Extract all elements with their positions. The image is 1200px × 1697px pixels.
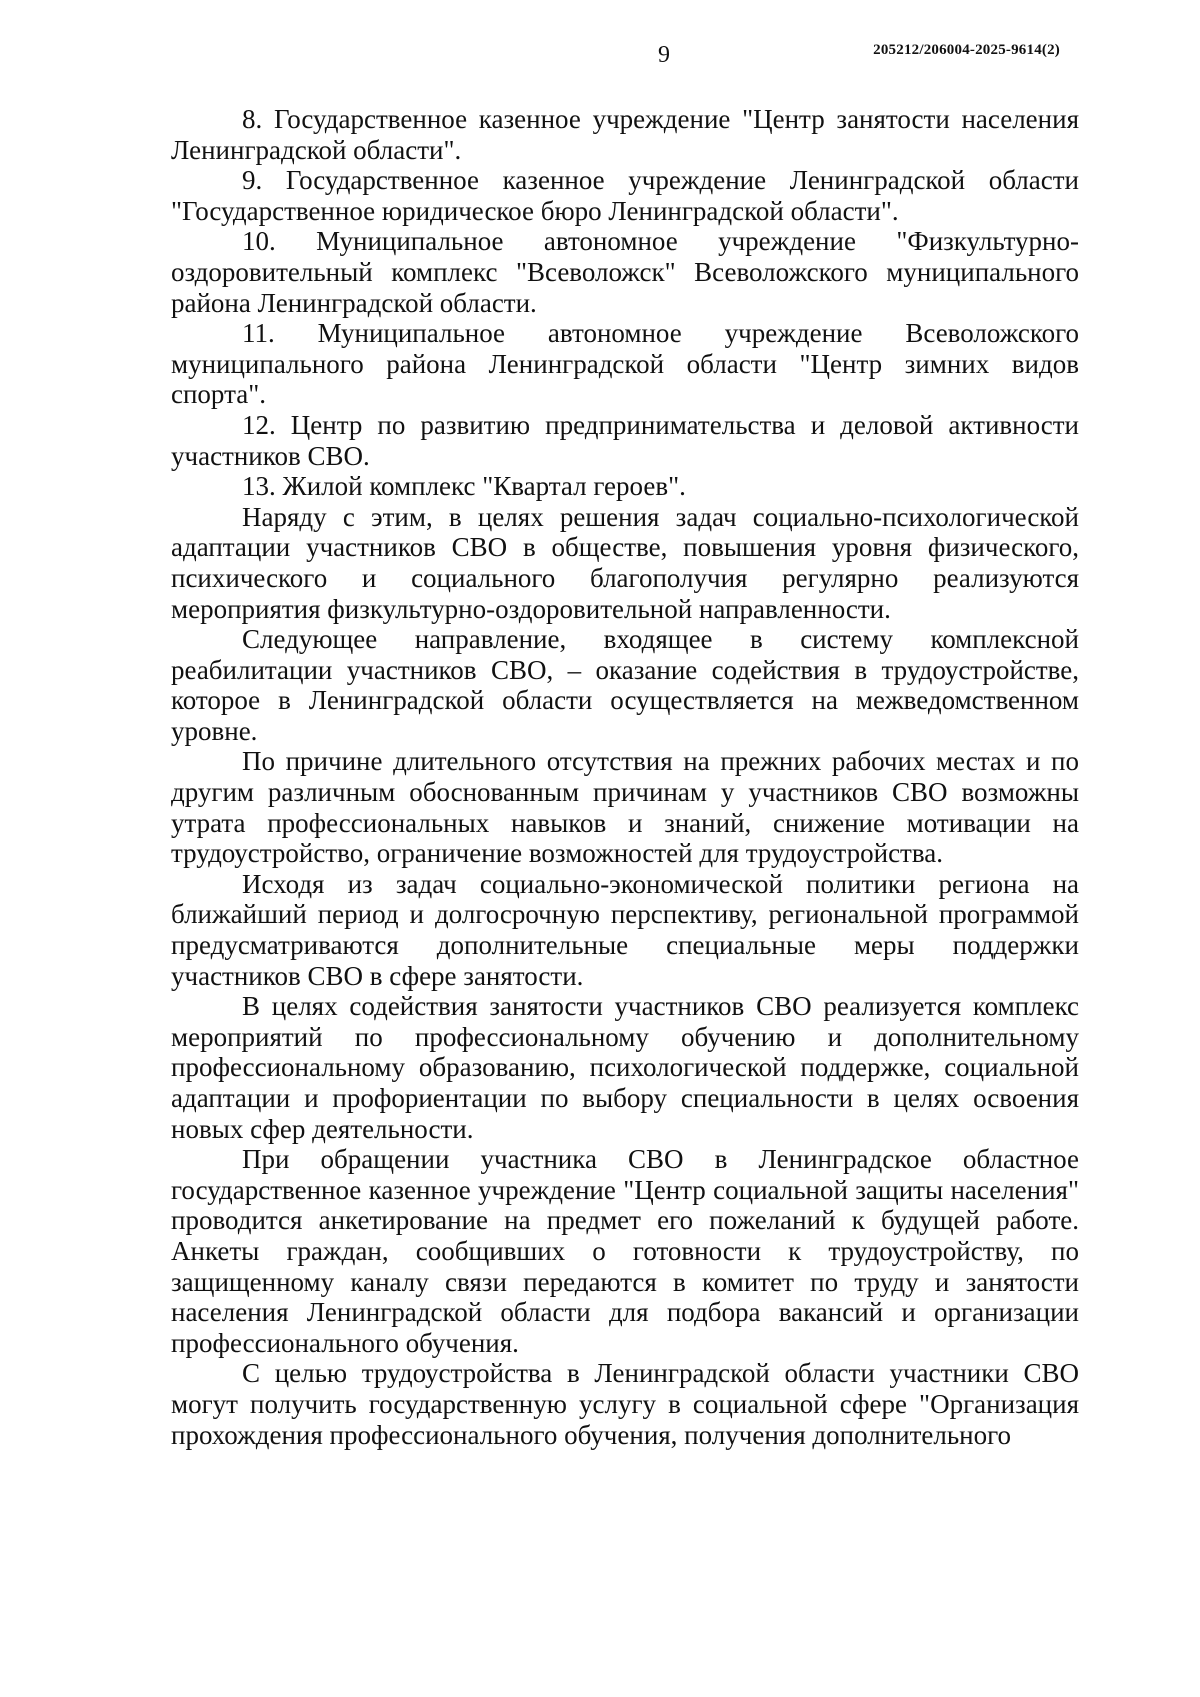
list-item-11: 11. Муниципальное автономное учреждение Всеволожского муниципального района Ленинградской области "Центр зимних видов спорта". [171, 318, 1079, 410]
paragraph-training-measures: В целях содействия занятости участников СВО реализуется комплекс мероприятий по профессиональному обучению и дополнительному профессиональному образованию, психологической поддержке, социальной адаптации и профориентации по выбору специальности в целях освоения новых сфер деятельности. [171, 991, 1079, 1144]
list-item-12: 12. Центр по развитию предпринимательства и деловой активности участников СВО. [171, 409, 1079, 471]
document-body [171, 104, 1079, 1450]
paragraph-state-service: С целью трудоустройства в Ленинградской области участники СВО могут получить государственную услугу в социальной сфере "Организация прохождения профессионального обучения, получения дополнительного [171, 1358, 1079, 1450]
paragraph-employment-direction: Следующее направление, входящее в систему комплексной реабилитации участников СВО, – оказание содействия в трудоустройстве, которое в Ленинградской области осуществляется на межведомственном уровне. [171, 624, 1079, 746]
paragraph-adaptation: Наряду с этим, в целях решения задач социально-психологической адаптации участников СВО в обществе, повышения уровня физического, психического и социального благополучия регулярно реализуются мероприятия физкультурно-оздоровительной направленности. [171, 501, 1079, 624]
paragraph-skill-loss: По причине длительного отсутствия на прежних рабочих местах и по другим различным обоснованным причинам у участников СВО возможны утрата профессиональных навыков и знаний, снижение мотивации на трудоустройство, ограничение возможностей для трудоустройства. [171, 746, 1079, 869]
list-item-8: 8. Государственное казенное учреждение "Центр занятости населения Ленинградской области". [171, 104, 1079, 165]
paragraph-survey: При обращении участника СВО в Ленинградское областное государственное казенное учреждение "Центр социальной защиты населения" проводится анкетирование на предмет его пожеланий к будущей работе. Анкеты граждан, сообщивших о готовности к трудоустройству, по защищенному каналу связи передаются в комитет по труду и занятости населения Ленинградской области для подбора вакансий и организации профессионального обучения. [171, 1144, 1079, 1358]
paragraph-regional-program: Исходя из задач социально-экономической политики региона на ближайший период и долгосрочную перспективу, региональной программой предусматриваются дополнительные специальные меры поддержки участников СВО в сфере занятости. [171, 868, 1079, 991]
page-number: 9 [658, 42, 670, 68]
list-item-10: 10. Муниципальное автономное учреждение "Физкультурно-оздоровительный комплекс "Всеволожск" Всеволожского муниципального района Ленинградской области. [171, 226, 1079, 318]
list-item-13: 13. Жилой комплекс "Квартал героев". [242, 471, 686, 502]
list-item-9: 9. Государственное казенное учреждение Ленинградской области "Государственное юридическое бюро Ленинградской области". [171, 165, 1079, 226]
document-id: 205212/206004-2025-9614(2) [873, 42, 1060, 58]
